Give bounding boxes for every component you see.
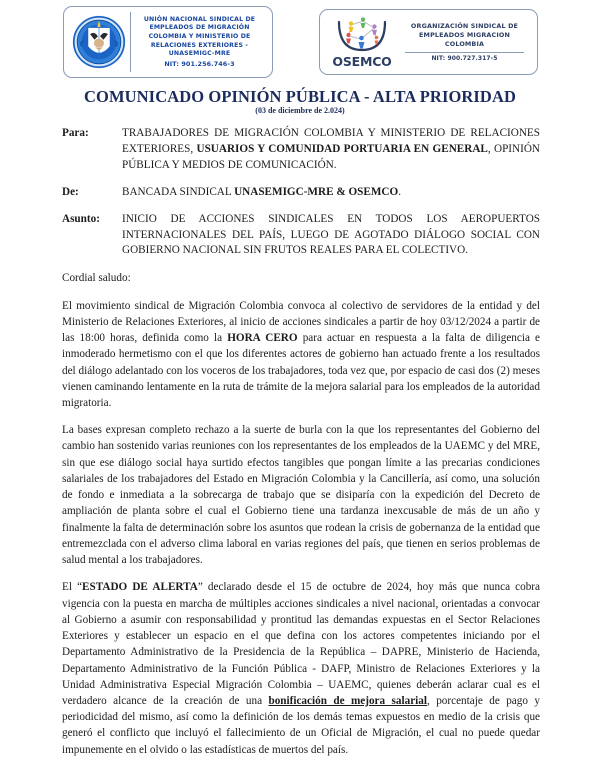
field-asunto-value: INICIO DE ACCIONES SINDICALES EN TODOS LOS AEROPUERTOS INTERNACIONALES DEL PAÍS, LUEGO DE AGOTADO DIÁLOGO SOCIAL CON GOBIERNO NACIONAL SIN FRUTOS REALES PARA EL COLECTIVO. <box>122 212 540 257</box>
unasemigc-logo-box <box>63 6 273 78</box>
p3-text-bold: ESTADO DE ALERTA <box>82 581 198 594</box>
osemco-logo-box <box>319 9 538 75</box>
osemco-brand <box>325 15 399 69</box>
osemco-rule <box>405 52 524 53</box>
unasemigc-text <box>131 16 268 68</box>
unasemigc-title: UNIÓN NACIONAL SINDICAL DE EMPLEADOS DE MIGRACIÓN COLOMBIA Y MINISTERIO DE RELACIONES EXTERIORES - UNASEMIGC-MRE <box>143 15 256 58</box>
field-para-label: Para: <box>62 127 89 139</box>
p1-text-bold: HORA CERO <box>227 332 298 345</box>
p3-text-underline: bonificación de mejora salarial <box>268 694 427 707</box>
document-body <box>62 126 540 769</box>
para-text-bold: USUARIOS Y COMUNIDAD PORTUARIA EN GENERAL <box>196 142 488 155</box>
de-text-2: . <box>398 185 401 198</box>
field-de <box>62 185 540 201</box>
p1-text-2: para actuar en respuesta a la falta de diligencia e inmoderado hermetismo con el que los diferentes actores de gobierno han actuado frente a los resultados del diálogo adelantado con los voceros de los trabajadores, toda vez que, por espacio de casi dos (2) meses vienen caminando lentamente en la ruta de trámite de la mejora salarial para los empleados de la autoridad migratoria. <box>62 332 540 409</box>
field-para <box>62 126 540 174</box>
field-asunto-label: Asunto: <box>62 212 100 225</box>
letterhead <box>0 6 600 82</box>
osemco-text <box>399 22 532 63</box>
osemco-wordmark: OSEMCO <box>332 54 392 69</box>
de-text-bold: UNASEMIGC-MRE & OSEMCO <box>234 185 399 198</box>
osemco-nit: NIT: 900.727.317-5 <box>431 55 498 63</box>
salutation: Cordial saludo: <box>62 272 131 285</box>
osemco-title: ORGANIZACIÓN SINDICAL DE EMPLEADOS MIGRACION COLOMBIA <box>410 21 519 49</box>
para-text-2: , OPINIÓN PÚBLICA Y MEDIOS DE COMUNICACIÓN. <box>122 142 541 171</box>
condor-shield-emblem-icon <box>68 9 130 75</box>
osemco-network-people-icon <box>332 15 392 55</box>
field-para-value <box>122 126 540 174</box>
paragraph-1 <box>62 298 540 412</box>
p3-text-2: ” declarado desde el 15 de octubre de 2024, hoy más que nunca cobra vigencia con la puesta en marcha de múltiples acciones sindicales a nivel nacional, orientadas a convocar al Gobierno a asumir con responsabilidad y prontitud las demandas expuestas en el Sector Relaciones Exteriores y establecer un espacio en el que defina con los actores competentes iniciando por el Departamento Administrativo de la Presidencia de la República – DAPRE, Ministerio de Hacienda, Departamento Administrativo de la Función Pública - DAFP, Ministro de Relaciones Exteriores y la Unidad Administrativa Especial Migración Colombia – UAEMC, quienes deberán aclarar cual es el verdadero alcance de la creación de una <box>62 581 541 707</box>
de-text-1: BANCADA SINDICAL <box>122 185 235 198</box>
para-text-1: TRABAJADORES DE MIGRACIÓN COLOMBIA Y MINISTERIO DE RELACIONES EXTERIORES, <box>122 127 540 155</box>
p3-text-3: , porcentaje de pago y periodicidad del mismo, así como la definición de los demás temas expuestos en medio de la crisis que generó el conflicto que incluyó el fallecimiento de un Oficial de Migración, el cual no puede quedar impunemente en el olvido o las estadísticas de muertos del país. <box>62 694 540 756</box>
unasemigc-nit: NIT: 901.256.746-3 <box>164 60 235 69</box>
paragraph-2: La bases expresan completo rechazo a la suerte de burla con la que los representantes del Gobierno del cambio han sostenido varias reuniones con los representantes de los empleados de la UAEMC y del MRE, sin que ese diálogo social haya surtido efectos tangibles que pongan límite a las precarias condiciones salariales de los trabajadores del Estado en Migración Colombia y la Cancillería, así como, una solución de fondo e inmediata a la sobrecarga de trabajo que se disiparía con la expedición del Decreto de ampliación de planta sobre el cual el Gobierno tiene una tardanza inexcusable de más de un año y finalmente la falta de determinación sobre los asuntos que rodean la crisis de gobernanza de la entidad que entremezclada con el adverso clima laboral en varias regiones del país, que tienen en serios problemas de salud mental a los trabajadores. <box>62 424 540 567</box>
field-de-value <box>122 185 540 201</box>
p1-text-1: El movimiento sindical de Migración Colombia convoca al colectivo de servidores de la entidad y del Ministerio de Relaciones Exteriores, al inicio de acciones sindicales a partir de hoy 03/12/2024 a partir de las 18:00 horas, definida como la <box>62 299 540 345</box>
page-subtitle: (03 de diciembre de 2.024) <box>255 106 345 115</box>
paragraph-3 <box>62 579 540 758</box>
field-asunto <box>62 212 540 260</box>
field-de-label: De: <box>62 185 79 198</box>
page-title: COMUNICADO OPINIÓN PÚBLICA - ALTA PRIORIDAD <box>84 87 516 106</box>
p3-text-1: El “ <box>62 581 83 594</box>
